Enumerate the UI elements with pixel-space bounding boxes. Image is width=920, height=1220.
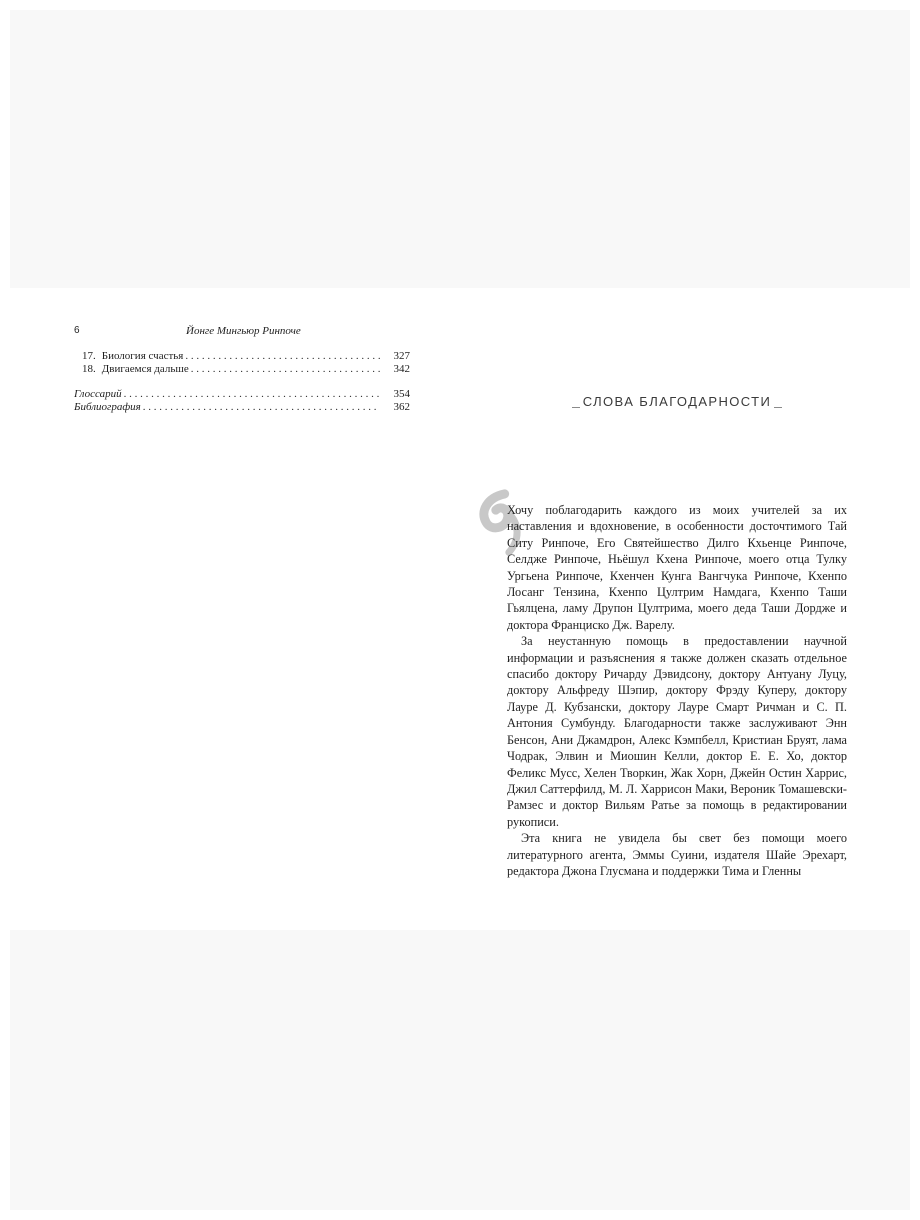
body-paragraph: Эта книга не увидела бы свет без помощи моего литературного агента, Эммы Суини, издателя Шайе Эрехарт, редактора Джона Глусмана и поддержки Тима и Гленны	[507, 831, 847, 878]
left-page-header	[74, 325, 414, 339]
section-heading-text: СЛОВА БЛАГОДАРНОСТИ	[580, 394, 774, 409]
toc-dot-leader	[191, 363, 380, 376]
toc-dot-leader	[124, 388, 380, 401]
section-heading	[572, 394, 782, 412]
table-of-contents	[74, 350, 410, 414]
acknowledgements-body	[507, 502, 847, 879]
toc-entry-number: 18.	[82, 363, 96, 375]
toc-dot-leader	[143, 401, 380, 414]
scan-background-top	[10, 10, 910, 288]
toc-entry-page: 362	[393, 401, 410, 413]
toc-entry-page: 327	[393, 350, 410, 362]
running-head: Йонге Мингьюр Ринпоче	[186, 325, 301, 337]
toc-dot-leader	[185, 350, 380, 363]
toc-entry-title: Биология счастья	[101, 350, 184, 362]
body-paragraph: Хочу поблагодарить каждого из моих учителей за их наставления и вдохновение, в особенности досточтимого Тай Ситу Ринпоче, Его Святейшество Дилго Кхьенце Ринпоче, Селдже Ринпоче, Ньёшул Кхена Ринпоче, моего отца Тулку Ургьена Ринпоче, Кхенчен Кунга Вангчука Ринпоче, Кхенпо Лосанг Тензина, Кхенпо Цултрим Намдага, Кхенпо Таши Гьялцена, ламу Друпон Цултрима, моего деда Таши Дордже и доктора Франциско Дж. Варелу.	[507, 503, 847, 632]
toc-entry-title: Глоссарий	[74, 388, 122, 400]
toc-entry-title: Библиография	[74, 401, 141, 413]
toc-entry[interactable]	[74, 401, 410, 414]
toc-entry-number: 17.	[82, 350, 96, 362]
toc-entry-page: 354	[393, 388, 410, 400]
toc-entry-title: Двигаемся дальше	[101, 363, 189, 375]
toc-entry[interactable]	[74, 350, 410, 363]
page-number: 6	[74, 325, 80, 336]
scan-background-bottom	[10, 930, 910, 1210]
body-paragraph: За неустанную помощь в предоставлении научной информации и разъяснения я также должен сказать отдельное спасибо доктору Ричарду Дэвидсону, доктору Антуану Луцу, доктору Альфреду Шэпир, доктору Фрэду Куперу, доктору Лауре Д. Кубзански, доктору Лауре Смарт Ричман и С. П. Антония Сумбунду. Благодарности также заслуживают Энн Бенсон, Ани Джамдрон, Алекс Кэмпбелл, Кристиан Бруят, лама Чодрак, Элвин и Миошин Келли, доктор Е. Е. Хо, доктор Феликс Мусс, Хелен Творкин, Жак Хорн, Джейн Остин Харрис, Джил Саттерфилд, М. Л. Харрисон Маки, Вероник Томашевски-Рамзес и доктор Вильям Ратье за помощь в редактировании рукописи.	[507, 634, 847, 829]
toc-entry[interactable]	[74, 388, 410, 401]
toc-entry-page: 342	[393, 363, 410, 375]
toc-entry[interactable]	[74, 363, 410, 376]
